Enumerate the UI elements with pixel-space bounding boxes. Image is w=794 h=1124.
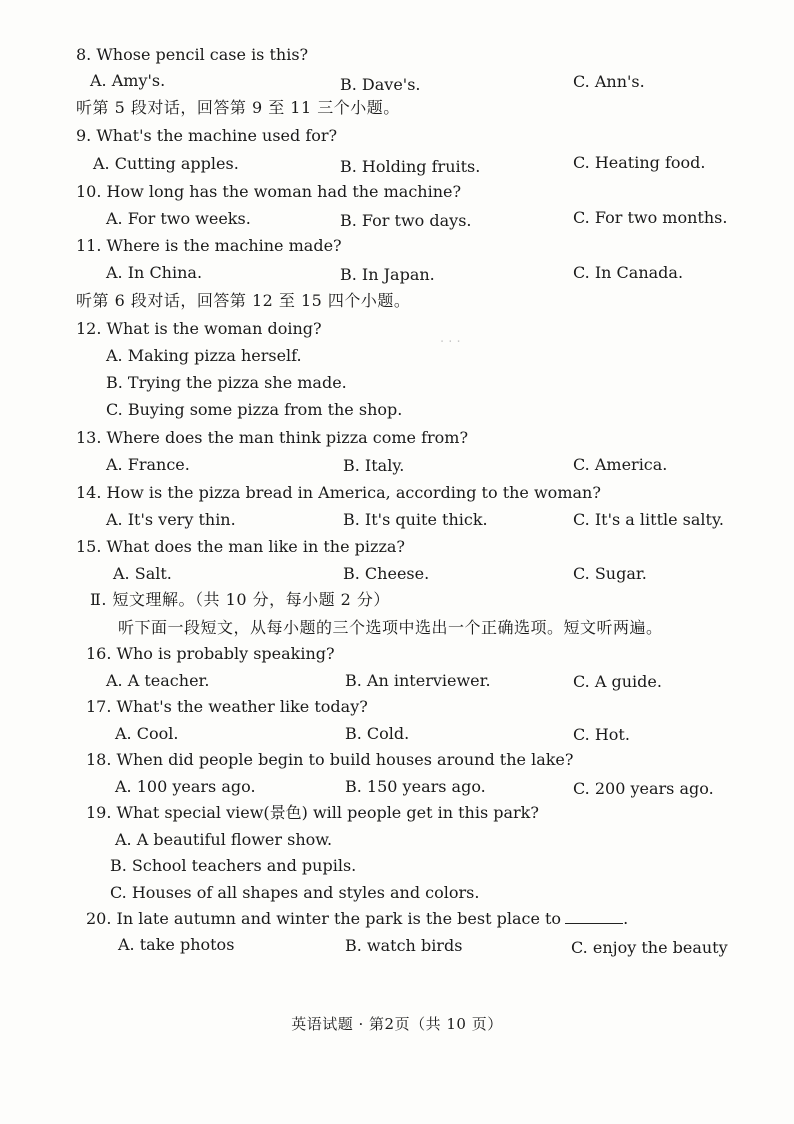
q16-option-b: B. An interviewer.: [345, 671, 491, 690]
q11-question: 11. Where is the machine made?: [76, 236, 342, 255]
q19-option-b: B. School teachers and pupils.: [110, 856, 357, 875]
answer-blank: [565, 909, 623, 924]
q11-option-a: A. In China.: [106, 263, 203, 282]
section2-title: Ⅱ. 短文理解。（共 10 分，每小题 2 分）: [90, 590, 390, 609]
q16-question: 16. Who is probably speaking?: [86, 644, 335, 663]
q9-option-b: B. Holding fruits.: [340, 157, 481, 176]
q14-option-a: A. It's very thin.: [106, 510, 236, 529]
q13-option-c: C. America.: [573, 455, 668, 474]
q12-option-c: C. Buying some pizza from the shop.: [106, 400, 403, 419]
q8-question: 8. Whose pencil case is this?: [76, 45, 309, 64]
q10-option-c: C. For two months.: [573, 208, 728, 227]
q13-question: 13. Where does the man think pizza come from?: [76, 428, 469, 447]
q14-option-b: B. It's quite thick.: [343, 510, 488, 529]
q10-option-a: A. For two weeks.: [106, 209, 251, 228]
page-footer: 英语试题 · 第2页（共 10 页）: [291, 1015, 503, 1033]
q12-question: 12. What is the woman doing?: [76, 319, 322, 338]
q9-option-c: C. Heating food.: [573, 153, 706, 172]
q18-option-c: C. 200 years ago.: [573, 779, 714, 798]
q8-option-a: A. Amy's.: [90, 71, 166, 90]
q16-option-c: C. A guide.: [573, 672, 662, 691]
q9-question: 9. What's the machine used for?: [76, 126, 338, 145]
q11-option-b: B. In Japan.: [340, 265, 435, 284]
q13-option-a: A. France.: [106, 455, 190, 474]
q19-option-c: C. Houses of all shapes and styles and colors.: [110, 883, 480, 902]
q8-option-c: C. Ann's.: [573, 72, 645, 91]
q11-option-c: C. In Canada.: [573, 263, 684, 282]
dialog5-instruction: 听第 5 段对话，回答第 9 至 11 三个小题。: [76, 98, 400, 117]
q18-option-a: A. 100 years ago.: [115, 777, 256, 796]
q15-question: 15. What does the man like in the pizza?: [76, 537, 405, 556]
q18-option-b: B. 150 years ago.: [345, 777, 486, 796]
q12-option-b: B. Trying the pizza she made.: [106, 373, 347, 392]
q20-option-b: B. watch birds: [345, 936, 463, 955]
q10-option-b: B. For two days.: [340, 211, 472, 230]
q17-option-a: A. Cool.: [115, 724, 179, 743]
q10-question: 10. How long has the woman had the machine?: [76, 182, 462, 201]
q20-option-a: A. take photos: [118, 935, 235, 954]
q20-option-c: C. enjoy the beauty: [571, 938, 728, 957]
q20-question-text: 20. In late autumn and winter the park is the best place to: [86, 909, 562, 928]
q17-question: 17. What's the weather like today?: [86, 697, 368, 716]
q19-question: 19. What special view(景色) will people get in this park?: [86, 803, 539, 822]
section2-instruction: 听下面一段短文，从每小题的三个选项中选出一个正确选项。短文听两遍。: [118, 618, 663, 637]
q8-option-b: B. Dave's.: [340, 75, 421, 94]
q15-option-c: C. Sugar.: [573, 564, 647, 583]
q17-option-b: B. Cold.: [345, 724, 410, 743]
bleed-through-mark: · · ·: [440, 335, 461, 350]
q20-question: [86, 909, 628, 929]
q15-option-a: A. Salt.: [113, 564, 172, 583]
q14-question: 14. How is the pizza bread in America, according to the woman?: [76, 483, 601, 502]
q20-question-end: .: [623, 909, 629, 928]
q13-option-b: B. Italy.: [343, 456, 405, 475]
q15-option-b: B. Cheese.: [343, 564, 430, 583]
q9-option-a: A. Cutting apples.: [93, 154, 239, 173]
dialog6-instruction: 听第 6 段对话，回答第 12 至 15 四个小题。: [76, 291, 411, 310]
q12-option-a: A. Making pizza herself.: [106, 346, 302, 365]
q16-option-a: A. A teacher.: [106, 671, 210, 690]
q18-question: 18. When did people begin to build houses around the lake?: [86, 750, 574, 769]
q14-option-c: C. It's a little salty.: [573, 510, 724, 529]
q19-option-a: A. A beautiful flower show.: [115, 830, 333, 849]
q17-option-c: C. Hot.: [573, 725, 630, 744]
